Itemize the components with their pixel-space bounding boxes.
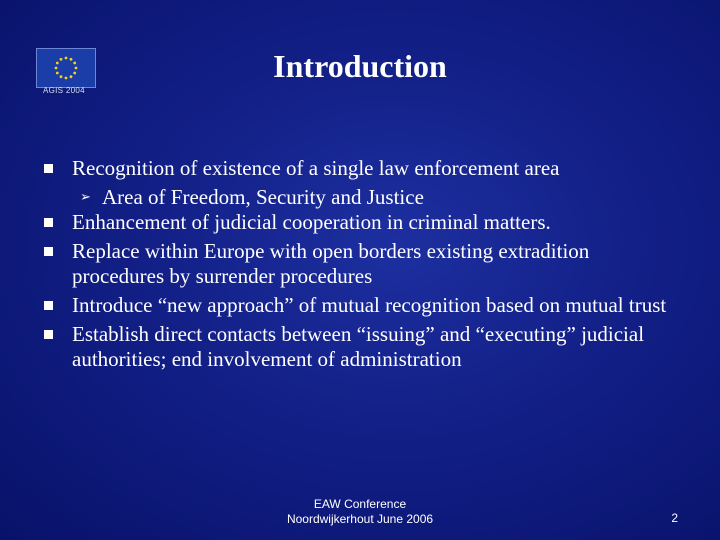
bullet-text: Establish direct contacts between “issuing” and “executing” judicial authorities; end involvement of administration xyxy=(72,322,645,371)
arrow-bullet-icon: ➢ xyxy=(80,190,91,205)
square-bullet-icon xyxy=(44,218,53,227)
square-bullet-icon xyxy=(44,301,53,310)
square-bullet-icon xyxy=(44,247,53,256)
square-bullet-icon xyxy=(44,330,53,339)
bullet-item xyxy=(44,156,684,181)
sub-bullet-text: Area of Freedom, Security and Justice xyxy=(102,185,424,209)
bullet-list xyxy=(44,156,684,376)
footer-line-2: Noordwijkerhout June 2006 xyxy=(286,512,434,526)
slide-title: Introduction xyxy=(273,48,447,84)
bullet-item xyxy=(44,322,684,372)
bullet-item xyxy=(44,210,684,235)
footer xyxy=(240,497,480,527)
bullet-text: Recognition of existence of a single law enforcement area xyxy=(72,156,560,180)
page-number: 2 xyxy=(671,511,678,525)
bullet-text: Introduce “new approach” of mutual recognition based on mutual trust xyxy=(72,293,667,317)
bullet-item xyxy=(44,239,684,289)
bullet-text: Replace within Europe with open borders existing extradition procedures by surrender procedures xyxy=(72,239,590,288)
square-bullet-icon xyxy=(44,164,53,173)
sub-bullet-item xyxy=(44,185,684,210)
bullet-item xyxy=(44,293,684,318)
footer-line-1: EAW Conference xyxy=(313,497,407,511)
logo-caption: AGIS 2004 xyxy=(43,86,85,95)
bullet-text: Enhancement of judicial cooperation in criminal matters. xyxy=(72,210,551,234)
